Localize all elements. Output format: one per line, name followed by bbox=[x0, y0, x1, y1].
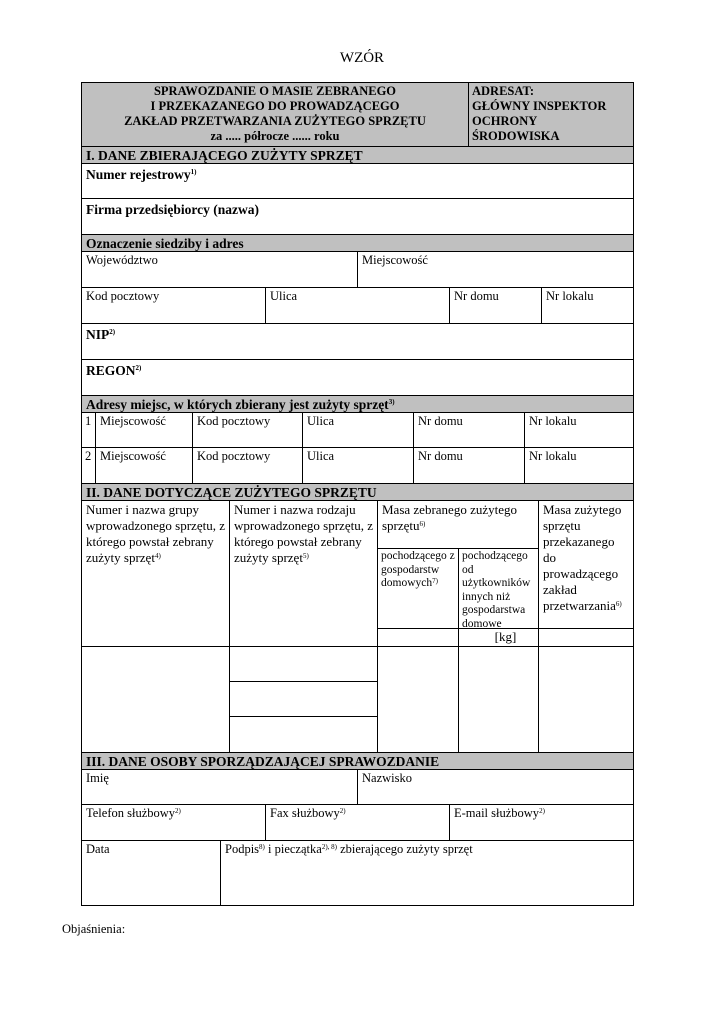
data-cell-other-users[interactable] bbox=[459, 647, 538, 751]
row-1-street[interactable]: Ulica bbox=[307, 414, 335, 428]
report-title-line-2: I PRZEKAZANEGO DO PROWADZĄCEGO bbox=[150, 99, 400, 113]
row-1-postal[interactable]: Kod pocztowy bbox=[197, 414, 271, 428]
row-number: 1 bbox=[85, 414, 92, 428]
reg-number-field[interactable]: Numer rejestrowy$^{1)}$ bbox=[86, 167, 197, 182]
street-label: Ulica bbox=[270, 289, 298, 303]
row-2-street[interactable]: Ulica bbox=[307, 449, 335, 463]
document-title: WZÓR bbox=[339, 50, 385, 66]
explanations-label: Objaśnienia: bbox=[62, 922, 126, 936]
data-cell-household[interactable] bbox=[378, 647, 458, 751]
col-transferred-mass: Masa zużytego sprzętu przekazanego do prowadzącego zakład przetwarzania$^{6)}$ bbox=[543, 502, 622, 613]
col-other-users-origin: pochodzącego od użytkowników innych niż gospodarstwa domowe bbox=[462, 550, 531, 630]
report-title-line-3: ZAKŁAD PRZETWARZANIA ZUŻYTEGO SPRZĘTU bbox=[124, 114, 426, 128]
addressee-line-3: ŚRODOWISKA bbox=[472, 129, 560, 143]
voivodeship-field[interactable] bbox=[82, 252, 357, 287]
section-2-title: II. DANE DOTYCZĄCE ZUŻYTEGO SPRZĘTU bbox=[82, 484, 633, 500]
last-name-field[interactable] bbox=[358, 770, 633, 804]
row-1-house[interactable]: Nr domu bbox=[418, 414, 463, 428]
first-name-label: Imię bbox=[86, 771, 109, 785]
signature-field[interactable]: Podpis$^{8)}$ i pieczątka$^{2), 8)}$ zbierającego zużyty sprzęt bbox=[225, 842, 473, 856]
report-form bbox=[81, 82, 634, 906]
last-name-label: Nazwisko bbox=[362, 771, 412, 785]
report-title-line-1: SPRAWOZDANIE O MASIE ZEBRANEGO bbox=[153, 84, 397, 98]
company-label: Firma przedsiębiorcy (nazwa) bbox=[86, 202, 259, 217]
locality-label: Miejscowość bbox=[362, 253, 428, 267]
nip-field[interactable]: NIP$^{2)}$ bbox=[86, 327, 116, 342]
data-cell-group[interactable] bbox=[82, 647, 229, 751]
addressee-line-1: GŁÓWNY INSPEKTOR bbox=[472, 99, 607, 113]
data-cell-transferred[interactable] bbox=[539, 647, 633, 751]
col-household-origin: pochodzącego z gospodarstw domowych$^{7)}$ bbox=[381, 550, 455, 589]
street-field[interactable] bbox=[266, 288, 449, 323]
apt-no-label: Nr lokalu bbox=[546, 289, 594, 303]
row-number: 2 bbox=[85, 449, 92, 463]
row-2-postal[interactable]: Kod pocztowy bbox=[197, 449, 271, 463]
col-collected-mass: Masa zebranego zużytego sprzętu$^{6)}$ bbox=[382, 502, 517, 533]
signature-label: Podpis bbox=[225, 842, 260, 856]
apt-no-field[interactable] bbox=[542, 288, 633, 323]
nip-label: NIP bbox=[86, 327, 110, 342]
fax-field[interactable]: Fax służbowy$^{2)}$ bbox=[270, 806, 346, 820]
seat-address-heading: Oznaczenie siedziby i adres bbox=[82, 235, 633, 251]
data-cell-type-2[interactable] bbox=[230, 682, 377, 716]
phone-field[interactable]: Telefon służbowy$^{2)}$ bbox=[86, 806, 181, 820]
collection-addresses-heading: Adresy miejsc, w których zbierany jest zużyty sprzęt$^{3)}$ bbox=[82, 396, 633, 412]
regon-field[interactable]: REGON$^{2)}$ bbox=[86, 363, 142, 378]
addressee-box bbox=[469, 83, 633, 146]
addressee-label: ADRESAT: bbox=[472, 84, 535, 98]
col-equipment-type: Numer i nazwa rodzaju wprowadzonego sprzętu, z którego powstał zebrany zużyty sprzęt$^{5)}$ bbox=[234, 502, 373, 565]
data-cell-type-3[interactable] bbox=[230, 717, 377, 751]
row-1-apt[interactable]: Nr lokalu bbox=[529, 414, 577, 428]
company-field[interactable] bbox=[82, 199, 633, 233]
house-no-label: Nr domu bbox=[454, 289, 499, 303]
house-no-field[interactable] bbox=[450, 288, 541, 323]
voivodeship-label: Województwo bbox=[86, 253, 158, 267]
col-equipment-group: Numer i nazwa grupy wprowadzonego sprzętu, z którego powstał zebrany zużyty sprzęt$^{4)}$ bbox=[86, 502, 225, 565]
report-period: za ..... półrocze ...... roku bbox=[210, 129, 340, 143]
section-1-title: I. DANE ZBIERAJĄCEGO ZUŻYTY SPRZĘT bbox=[82, 147, 633, 163]
data-cell-type-1[interactable] bbox=[230, 647, 377, 681]
email-label: E-mail służbowy bbox=[454, 806, 540, 820]
row-2-house[interactable]: Nr domu bbox=[418, 449, 463, 463]
addressee-line-2: OCHRONY bbox=[472, 114, 538, 128]
reg-number-label: Numer rejestrowy bbox=[86, 167, 191, 182]
row-2-apt[interactable]: Nr lokalu bbox=[529, 449, 577, 463]
first-name-field[interactable] bbox=[82, 770, 357, 804]
section-3-title: III. DANE OSOBY SPORZĄDZAJĄCEJ SPRAWOZDANIE bbox=[82, 753, 633, 769]
phone-label: Telefon służbowy bbox=[86, 806, 176, 820]
locality-field[interactable] bbox=[358, 252, 633, 287]
unit-kg: [kg] bbox=[494, 629, 517, 644]
fax-label: Fax służbowy bbox=[270, 806, 340, 820]
row-1-locality[interactable]: Miejscowość bbox=[100, 414, 166, 428]
postal-code-label: Kod pocztowy bbox=[86, 289, 160, 303]
email-field[interactable]: E-mail służbowy$^{2)}$ bbox=[454, 806, 545, 820]
regon-label: REGON bbox=[86, 363, 136, 378]
report-header bbox=[82, 83, 468, 146]
row-2-locality[interactable]: Miejscowość bbox=[100, 449, 166, 463]
date-label: Data bbox=[86, 842, 110, 856]
postal-code-field[interactable] bbox=[82, 288, 265, 323]
date-field[interactable] bbox=[82, 841, 220, 905]
